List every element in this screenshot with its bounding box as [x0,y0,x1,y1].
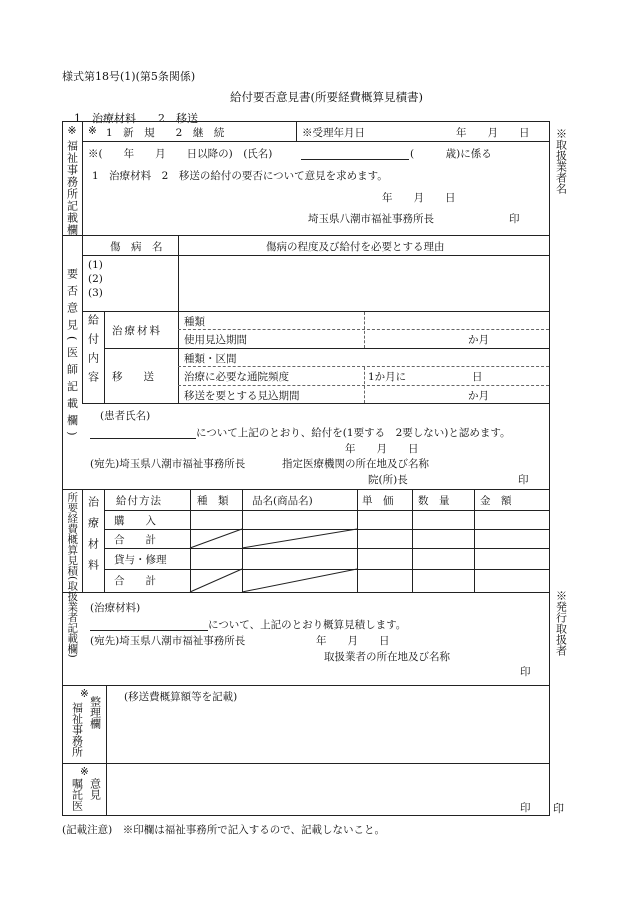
form-number: 様式第18号(1)(第5条関係) [62,70,196,83]
welfare-mark: ※ [67,124,77,137]
welfare-seal: 印 [509,213,520,225]
commission-label-1-text: 嘱託医 [70,778,84,811]
row1-mark: ※ [88,125,97,137]
transport-frequency[interactable]: 治療に必要な通院頻度 [184,371,289,383]
form-title: 給付要否意見書(所要経費概算見積書) [230,90,423,104]
row-rental: 貸与・修理 [114,554,167,566]
disease-item-1: (1) [88,259,103,271]
material-group-label [82,496,104,583]
opinion-to: (宛先)埼玉県八潮市福祉事務所長 [90,458,246,470]
material-kind[interactable]: 種類 [184,316,205,328]
director-label: 院(所)長 [368,474,408,486]
welfare-chief: 埼玉県八潮市福祉事務所長 [308,213,434,225]
age-field[interactable]: ( 歳)に係る [410,148,492,160]
row-purchase-total: 合 計 [114,534,156,546]
estimate-seal: 印 [520,666,531,678]
row-purchase: 購 入 [114,515,156,527]
col-quantity: 数 量 [418,495,450,507]
commission-label-1 [68,778,86,814]
vendor-label: 取扱業者の所在地及び名称 [324,651,450,663]
frequency-unit: 日 [472,371,483,383]
col-product: 品名(商品名) [252,495,313,507]
estimate-label-text: 所要経費概算見積(取扱業者記載欄) [66,492,79,658]
institution-label: 指定医療機関の所在地及び名称 [282,458,429,470]
commission-label-2 [86,778,104,803]
patient-name-line[interactable] [90,438,196,439]
estimate-material-line[interactable] [90,630,208,631]
estimate-to: (宛先)埼玉県八潮市福祉事務所長 [90,635,246,647]
name-underline [301,159,409,160]
adjust-note: (移送費概算額等を記載) [124,691,238,703]
estimate-statement: について、上記のとおり概算見積します。 [208,619,407,631]
col-kind: 種 類 [197,495,229,507]
right-seal: 印 [553,802,564,815]
approve-text: について上記のとおり、給付を(1要する 2要しない)と認めます。 [196,427,511,439]
benefit-label-text: 給付内容 [86,314,100,390]
material-group-text: 治療材料 [86,496,100,580]
estimate-spacer [62,596,82,606]
transport-period[interactable]: 移送を要とする見込期間 [184,390,300,402]
col-method: 給付方法 [116,495,162,507]
material-unit: か月 [468,334,489,346]
welfare-date[interactable]: 年 月 日 [382,192,456,204]
request-text: 1 治療材料 2 移送の給付の要否について意見を求めます。 [92,170,388,182]
benefit-label [82,314,104,396]
patient-name-label: (患者氏名) [100,410,151,422]
adjust-label-1-text: 福祉事務所 [70,702,84,757]
transport-label: 移 送 [112,371,154,383]
disease-items[interactable] [88,258,103,300]
issuer-text: ※発行取扱者 [554,590,568,656]
adjust-label-1 [68,702,86,760]
new-continue-options[interactable]: 1 新 規 2 継 続 [106,127,225,139]
adjust-label-2 [86,696,104,732]
transport-kind[interactable]: 種類・区間 [184,353,237,365]
opinion-seal: 印 [518,474,529,486]
type-line: 1 治療材料 2 移送 [74,112,198,125]
received-date-field[interactable]: 年 月 日 [456,127,530,139]
estimate-material-label: (治療材料) [90,602,141,614]
material-period[interactable]: 使用見込期間 [184,334,247,346]
handler-text: ※取扱業者名 [554,128,568,194]
estimate-date[interactable]: 年 月 日 [316,635,390,647]
received-date-label: ※受理年月日 [302,127,365,139]
adjust-mark: ※ [80,688,89,700]
opinion-label [62,268,82,445]
row-rental-total: 合 計 [114,575,156,587]
opinion-label-text: 要否意見(医師記載欄) [65,268,79,442]
col-amount: 金 額 [480,495,512,507]
adjust-label-2-text: 整理欄 [88,696,102,729]
material-label: 治療材料 [112,325,162,337]
commission-label-2-text: 意見 [88,778,102,800]
estimate-label [62,492,82,661]
frequency-text: 1か月に [368,371,407,383]
welfare-label [62,140,82,239]
transport-unit: か月 [468,390,489,402]
welfare-label-text: 福祉事務所記載欄 [65,140,79,236]
commission-seal: 印 [520,802,531,814]
footer-note: (記載注意) ※印欄は福祉事務所で記入するので、記載しないこと。 [62,824,385,836]
col-unit-price: 単 価 [362,495,394,507]
disease-item-2: (2) [88,273,103,285]
disease-header: 傷 病 名 [110,241,163,253]
disease-item-3: (3) [88,287,103,299]
period-name-line: ※( 年 月 日以降の) (氏名) [88,148,273,160]
opinion-date[interactable]: 年 月 日 [345,443,419,455]
commission-mark: ※ [80,766,89,778]
reason-header: 傷病の程度及び給付を必要とする理由 [266,241,445,253]
